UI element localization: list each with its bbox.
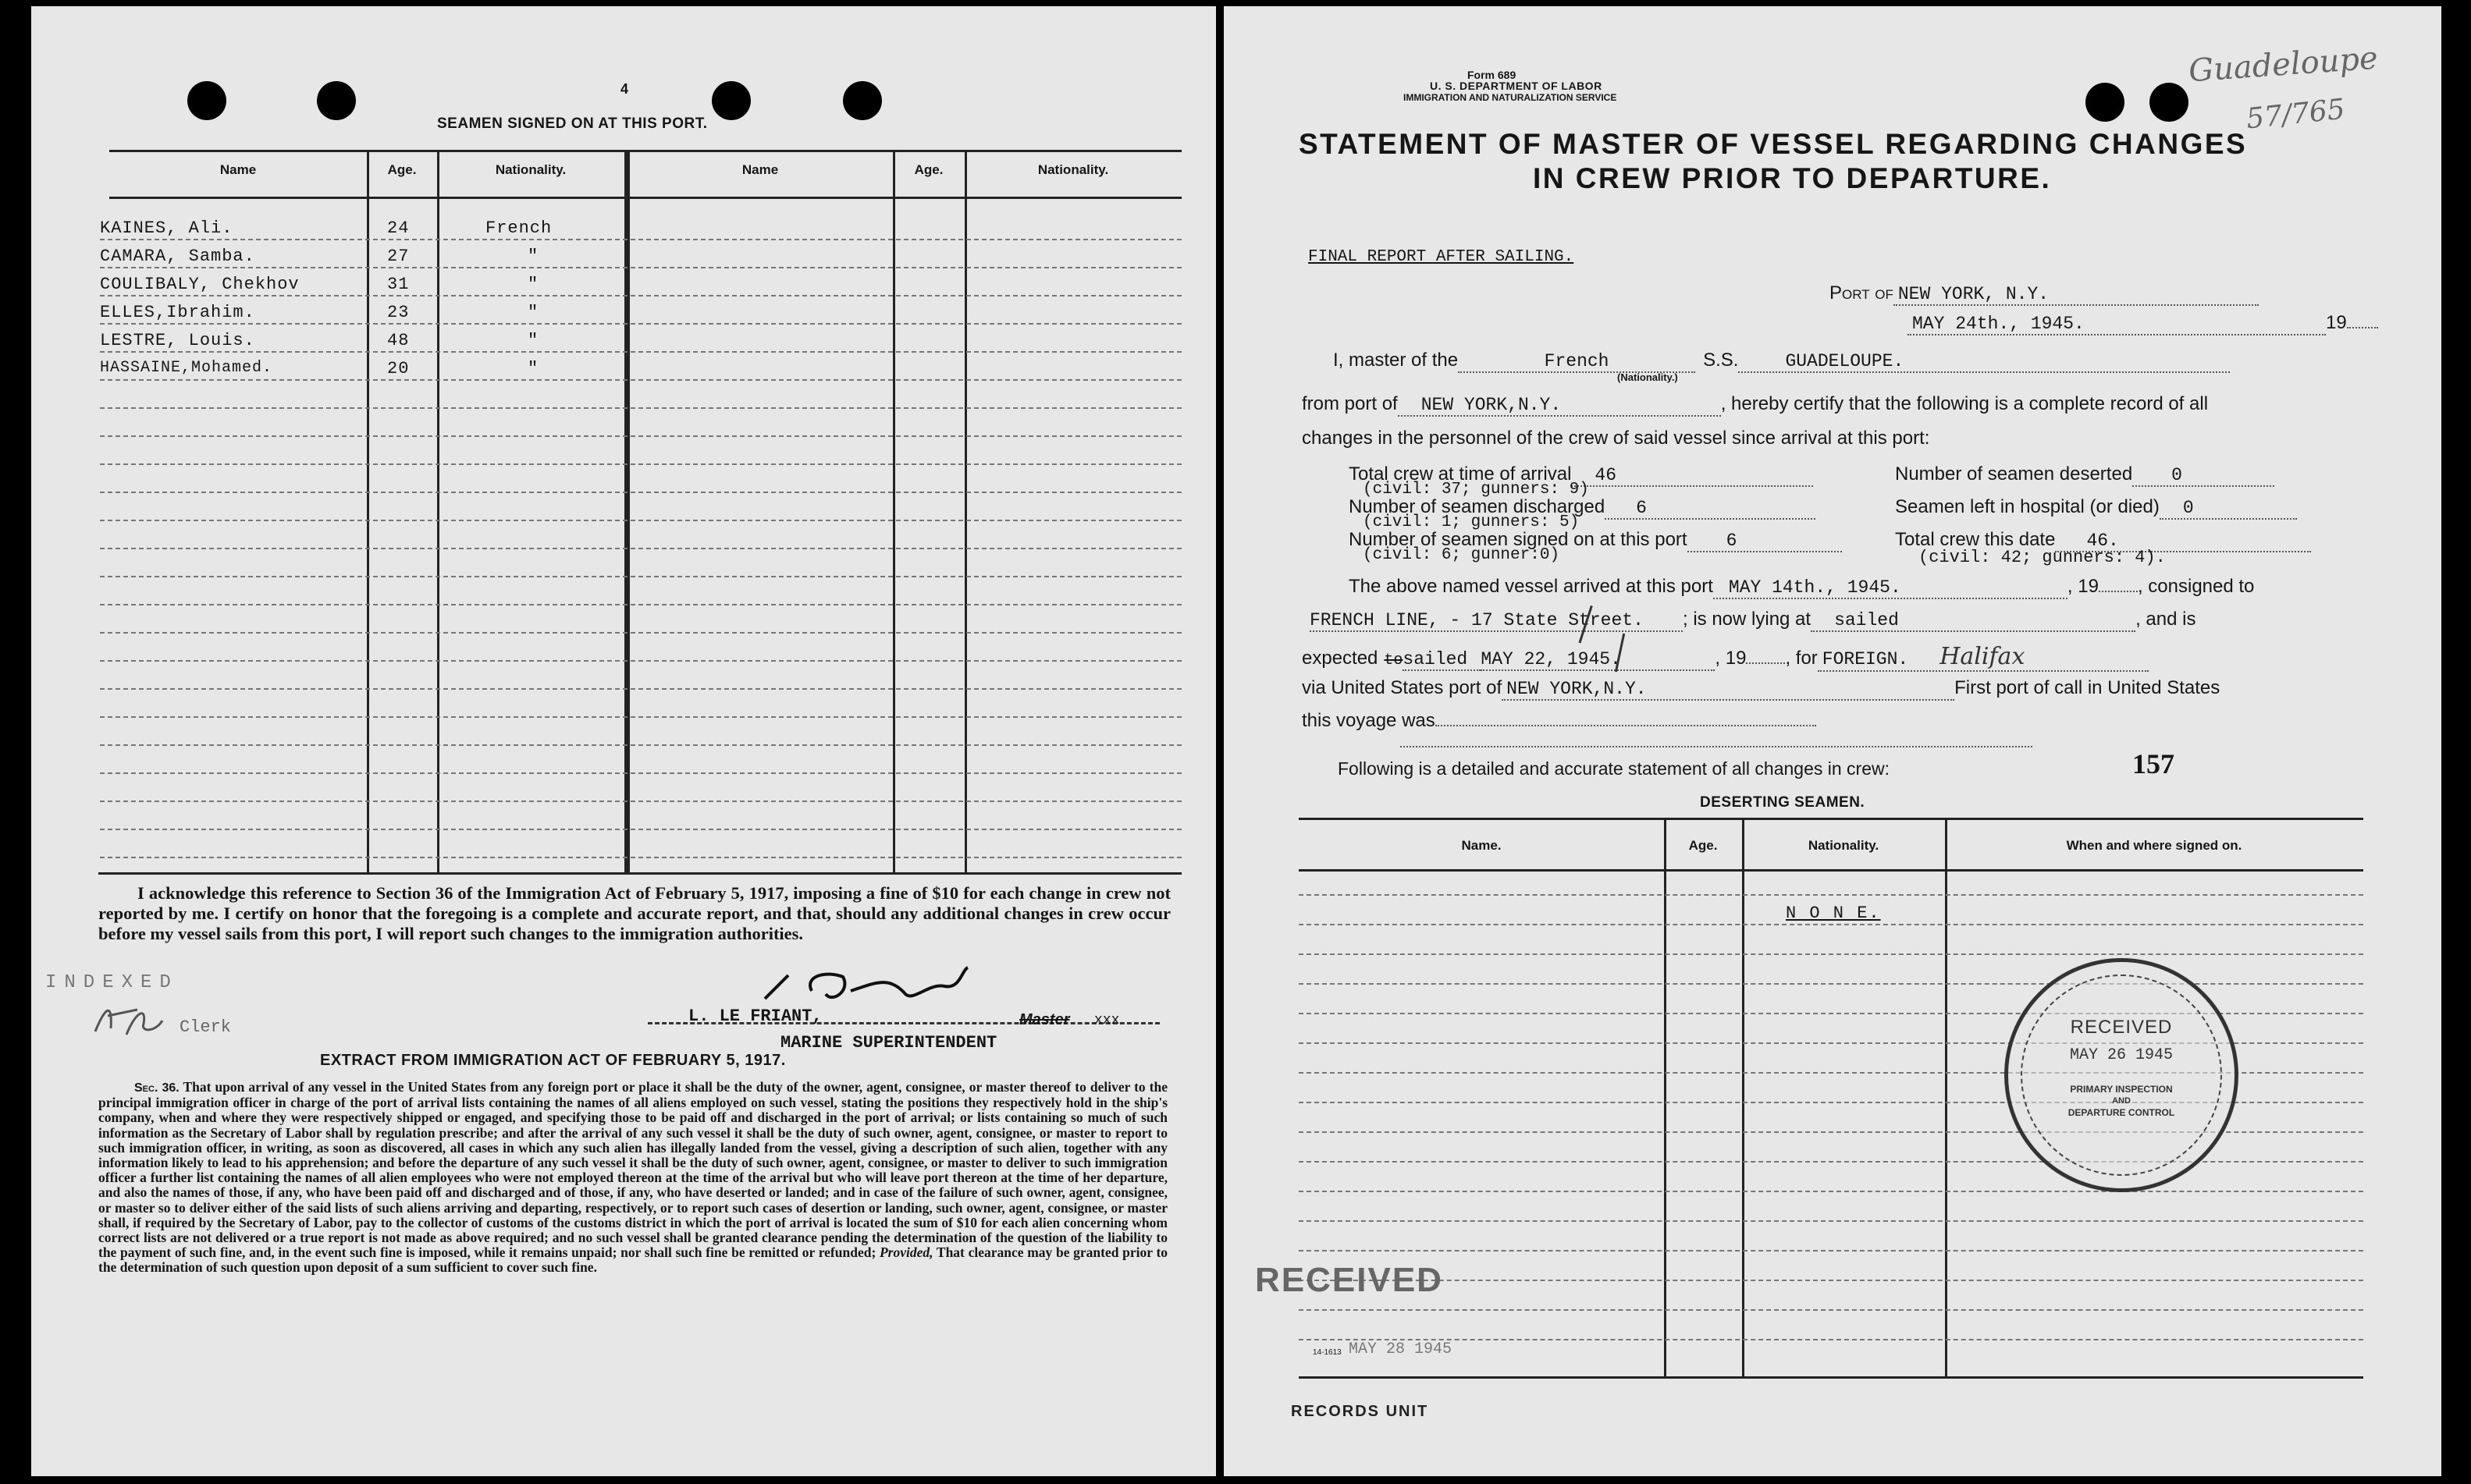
following-label: Following is a detailed and accurate statement of all changes in crew: (1338, 758, 1890, 779)
column-header-age: Age. (387, 162, 417, 177)
seaman-age: 31 (387, 275, 410, 294)
row-rule (100, 463, 1182, 465)
received-stamp-large: RECEIVED (1255, 1261, 1443, 1299)
stamp-date: MAY 26 1945 (2069, 1046, 2174, 1064)
column-divider (1742, 818, 1744, 1376)
row-rule (100, 604, 1182, 605)
discharged-detail: (civil: 1; gunners: 5) (1363, 513, 1580, 531)
form-number: Form 689 (1467, 69, 1516, 81)
row-rule (1299, 1161, 2363, 1163)
seaman-name: HASSAINE,Mohamed. (100, 359, 273, 377)
right-page (1224, 6, 2441, 1476)
stamp-small-date: MAY 28 1945 (1349, 1340, 1452, 1358)
seaman-age: 27 (387, 247, 410, 266)
signer-name: L. LE FRIANT, (688, 1006, 823, 1026)
deserted-row (1895, 463, 2274, 487)
table-header-rule (1299, 869, 2363, 872)
via-row (1302, 677, 2220, 701)
punch-hole (843, 81, 882, 120)
punch-hole (712, 81, 751, 120)
signer-title: MARINE SUPERINTENDENT (780, 1033, 997, 1053)
row-rule (100, 323, 1182, 325)
section-title: SEAMEN SIGNED ON AT THIS PORT. (437, 115, 708, 132)
section-36-text (98, 1080, 1168, 1276)
and-is-label: , and is (2135, 609, 2196, 630)
from-port-field: NEW YORK,N.Y. (1398, 395, 1721, 417)
for-label: , for (1785, 648, 1818, 669)
none-entry: N O N E. (1786, 904, 1881, 923)
seaman-name: KAINES, Ali. (100, 218, 233, 238)
deserted-field: 0 (2132, 465, 2274, 487)
sail-date-field: MAY 22, 1945. (1481, 649, 1715, 671)
row-rule (1299, 953, 2363, 955)
table-bottom-rule (1299, 1376, 2363, 1379)
column-header-name: Name (741, 162, 779, 177)
hospital-row (1895, 496, 2297, 520)
voyage-field (1435, 725, 1816, 726)
section-label: Sec. 36. (134, 1081, 180, 1095)
expected-status-field: sailed (1403, 649, 1481, 671)
destination-handwritten: Halifax (1939, 643, 2025, 670)
row-rule (1299, 983, 2363, 985)
expected-row (1302, 643, 2149, 672)
hospital-label: Seamen left in hospital (or died) (1895, 496, 2160, 517)
column-header-age: Age. (1688, 838, 1718, 853)
records-unit-stamp: RECORDS UNIT (1291, 1403, 1429, 1420)
column-header-name: Name (219, 162, 257, 177)
page-number: 4 (620, 81, 629, 97)
row-rule (100, 857, 1182, 858)
vessel-name-field: GUADELOUPE. (1738, 351, 2230, 373)
row-rule (100, 801, 1182, 802)
row-rule (1299, 894, 2363, 896)
discharged-field: 6 (1605, 498, 1815, 520)
discharged-label: Number of seamen discharged (1349, 496, 1605, 517)
left-page (31, 6, 1216, 1476)
voyage-row (1302, 710, 1816, 732)
port-field: NEW YORK, N.Y. (1893, 284, 2259, 306)
row-rule (1299, 1191, 2363, 1192)
consigned-label: , consigned to (2137, 576, 2255, 597)
department: U. S. DEPARTMENT OF LABOR (1430, 80, 1602, 92)
column-divider (1664, 818, 1666, 1376)
row-rule (1299, 1309, 2363, 1311)
clerk-label: Clerk (180, 1017, 232, 1037)
consignee-row (1310, 609, 2195, 632)
signed-on-field: 6 (1687, 531, 1842, 552)
row-rule (100, 379, 1182, 381)
seaman-name: COULIBALY, Chekhov (100, 275, 300, 294)
column-divider (893, 150, 895, 872)
row-rule (100, 744, 1182, 746)
port-row (1829, 282, 2259, 306)
arrived-label: The above named vessel arrived at this port (1349, 576, 1713, 597)
master-row (1333, 350, 2230, 373)
signed-on-label: Number of seamen signed on at this port (1349, 529, 1687, 550)
row-rule (100, 772, 1182, 774)
row-rule (100, 267, 1182, 268)
punch-hole (317, 81, 356, 120)
row-rule (100, 660, 1182, 662)
handwritten-vessel-note: Guadeloupe (2187, 40, 2380, 90)
table-top-rule (1299, 818, 2363, 820)
column-header-age: Age. (914, 162, 944, 177)
row-rule (100, 520, 1182, 521)
table-top-rule (109, 150, 1182, 152)
row-rule (100, 548, 1182, 549)
seaman-age: 48 (387, 331, 410, 350)
final-report-label: FINAL REPORT AFTER SAILING. (1308, 248, 1574, 266)
arrived-suffix: , 19 (2067, 576, 2099, 597)
form-code: 14-1613 (1313, 1348, 1342, 1357)
column-divider (1945, 818, 1947, 1376)
row-rule (100, 435, 1182, 437)
nationality-field: French (1458, 351, 1695, 373)
column-divider (437, 150, 439, 872)
stamp-received-text: RECEIVED (2070, 1017, 2173, 1038)
row-rule (1299, 924, 2363, 925)
row-rule (100, 716, 1182, 718)
date-field: MAY 24th., 1945. (1907, 314, 2326, 335)
master-strike: xxx (1094, 1013, 1120, 1028)
column-header-nationality: Nationality. (1037, 162, 1109, 177)
column-header-name: Name. (1461, 838, 1502, 853)
punch-hole (187, 81, 226, 120)
table-header-rule (109, 197, 1182, 199)
row-rule (100, 351, 1182, 353)
table-bottom-rule (98, 872, 1182, 875)
column-divider (628, 150, 630, 872)
seaman-name: LESTRE, Louis. (100, 331, 255, 350)
date-suffix: 19 (2326, 312, 2347, 333)
row-rule (100, 632, 1182, 634)
voyage-label: this voyage was (1302, 710, 1435, 731)
column-header-signed-on: When and where signed on. (2066, 838, 2242, 853)
date-row (1907, 312, 2378, 335)
lying-field: sailed (1811, 610, 2135, 632)
stamp-departure-text: DEPARTURE CONTROL (2067, 1107, 2175, 1118)
row-rule (100, 407, 1182, 409)
changes-text: changes in the personnel of the crew of said vessel since arrival at this port: (1302, 428, 1930, 449)
seaman-age: 20 (387, 359, 410, 378)
seaman-nationality: " (528, 331, 539, 350)
nationality-caption: (Nationality.) (1617, 371, 1678, 383)
following-row (1338, 758, 1890, 779)
stamped-page-number: 157 (2132, 748, 2174, 779)
signed-on-detail: (civil: 6; gunner:0) (1363, 546, 1560, 564)
form-title-line1: STATEMENT OF MASTER OF VESSEL REGARDING CHANGES (1299, 128, 2248, 160)
column-header-nationality: Nationality. (495, 162, 567, 177)
arrived-row (1349, 576, 2254, 599)
changes-row (1302, 428, 1929, 449)
proviso-label: Provided, (879, 1244, 933, 1261)
consignee-field: FRENCH LINE, - 17 State Street. (1310, 610, 1683, 632)
row-rule (100, 239, 1182, 240)
section-body-end: That clearance may be granted prior to the determination of such question upon deposit of a sum sufficient to cover such fine. (98, 1244, 1168, 1276)
via-field: NEW YORK,N.Y. (1502, 679, 1954, 701)
acknowledgement-text: I acknowledge this reference to Section 36 of the Immigration Act of February 5, 1917, imposing a fine of $10 for each change in crew not reported by me. I certify on honor that the foregoing is a complete and accurate report, and that, should any additional changes in crew occur before my vessel sails from this port, I will report such changes to the immigration authorities. (98, 883, 1171, 943)
row-rule (1299, 1250, 2363, 1251)
row-rule (1299, 1339, 2363, 1340)
expected-strike: to (1384, 651, 1403, 669)
seaman-age: 24 (387, 218, 410, 238)
total-crew-label: Total crew at time of arrival (1349, 463, 1572, 485)
deserting-title: DESERTING SEAMEN. (1700, 794, 1865, 811)
from-port-row (1302, 393, 2208, 417)
handwritten-file-number: 57/765 (2245, 93, 2347, 136)
stamp-inner-ring (2021, 975, 2222, 1176)
lying-label: ; is now lying at (1683, 609, 1811, 630)
master-label: Master (1019, 1011, 1070, 1028)
date-suffix-field (2347, 327, 2378, 328)
expected-label: expected (1302, 648, 1378, 669)
row-rule (1299, 1280, 2363, 1281)
clerk-initials-signature (91, 997, 176, 1044)
master-of-label: I, master of the (1333, 350, 1459, 371)
destination-field (1818, 643, 2149, 672)
total-crew-detail: (civil: 37; gunners: 9) (1363, 481, 1589, 499)
arrived-year-field (2099, 591, 2138, 592)
port-label: Port of (1829, 282, 1893, 304)
stamp-primary-text: PRIMARY INSPECTION (2070, 1084, 2173, 1095)
via-label: via United States port of (1302, 677, 1502, 698)
total-date-field: 46. (2055, 531, 2311, 552)
total-crew-field: 46 (1571, 465, 1813, 487)
stamp-and-text: AND (2112, 1096, 2131, 1106)
destination-value: FOREIGN. (1822, 649, 1909, 669)
sail-suffix: , 19 (1715, 648, 1747, 669)
seaman-nationality: " (528, 275, 539, 294)
row-rule (100, 829, 1182, 830)
seaman-nationality: " (528, 359, 539, 378)
column-header-nationality: Nationality. (1808, 838, 1879, 853)
seaman-name: CAMARA, Samba. (100, 247, 255, 266)
ss-label: S.S. (1703, 350, 1739, 371)
certify-text: , hereby certify that the following is a complete record of all (1720, 393, 2209, 414)
extract-title: EXTRACT FROM IMMIGRATION ACT OF FEBRUARY 5, 1917. (320, 1052, 786, 1069)
row-rule (1299, 1220, 2363, 1222)
deserted-label: Number of seamen deserted (1895, 463, 2133, 485)
seaman-nationality: " (528, 303, 539, 322)
service: IMMIGRATION AND NATURALIZATION SERVICE (1403, 92, 1617, 103)
row-rule (100, 492, 1182, 493)
arrived-field: MAY 14th., 1945. (1713, 577, 2067, 599)
seaman-nationality: " (528, 247, 539, 266)
seaman-nationality: French (485, 218, 553, 238)
indexed-stamp: INDEXED (45, 972, 179, 993)
total-date-detail: (civil: 42; gunners: 4). (1918, 548, 2166, 567)
sail-year-field (1746, 662, 1785, 664)
form-title-line2: IN CREW PRIOR TO DEPARTURE. (1533, 162, 2052, 194)
hospital-field: 0 (2160, 498, 2297, 520)
seaman-age: 23 (387, 303, 410, 322)
total-date-label: Total crew this date (1895, 529, 2056, 550)
row-rule (100, 688, 1182, 690)
row-rule (100, 295, 1182, 296)
from-port-label: from port of (1302, 393, 1398, 414)
section-body: That upon arrival of any vessel in the United States from any foreign port or place it shall be the duty of the owner, agent, consignee, or master thereof to deliver to the principal immigration officer in charge of the port of arrival lists containing the names of all aliens employed on such vessel, stating the positions they respectively hold in the ship's company, when and where they were respectively shipped or engaged, and specifying those to be paid off and discharged in the port of arrival; or lists containing so much of such information as the Secretary of Labor shall by regulation prescribe; and after the arrival of any such vessel it shall be the duty of such owner, agent, consignee, or master to report to such immigration officer, in writing, as soon as discovered, all cases in which any such alien has illegally landed from the vessel, giving a description of such alien, together with any information likely to lead to his apprehension; and before the departure of any such vessel it shall be the duty of such owner, agent, consignee, or master to deliver to such immigration officer a further list containing the names of all alien employees who were not employed thereon at the time of the arrival but who will leave port thereon at the time of her departure, and also the names of those, if any, who have been paid off and discharged and of those, if any, who have deserted or landed; and in case of the failure of such owner, agent, consignee, or master so to deliver either of the said lists of such aliens arriving and departing, respectively, or to report such cases of desertion or landing, such owner, agent, consignee, or master shall, if required by the Secretary of Labor, pay to the collector of customs of the customs district in which the port of arrival is located the sum of $10 for each alien concerning whom correct lists are not delivered or a true report is not made as above required; and no such vessel shall be granted clearance pending the determination of the question of the liability to the payment of such fine, and, in the event such fine is imposed, while it remains unpaid; nor shall such fine be remitted or refunded; (98, 1079, 1168, 1261)
punch-hole (2085, 83, 2124, 122)
received-stamp (2004, 958, 2238, 1192)
punch-hole (2149, 83, 2188, 122)
first-port-label: First port of call in United States (1954, 677, 2220, 698)
row-rule (100, 576, 1182, 577)
column-divider (965, 150, 967, 872)
voyage-line (1400, 746, 2032, 747)
seaman-name: ELLES,Ibrahim. (100, 303, 255, 322)
column-divider (367, 150, 369, 872)
